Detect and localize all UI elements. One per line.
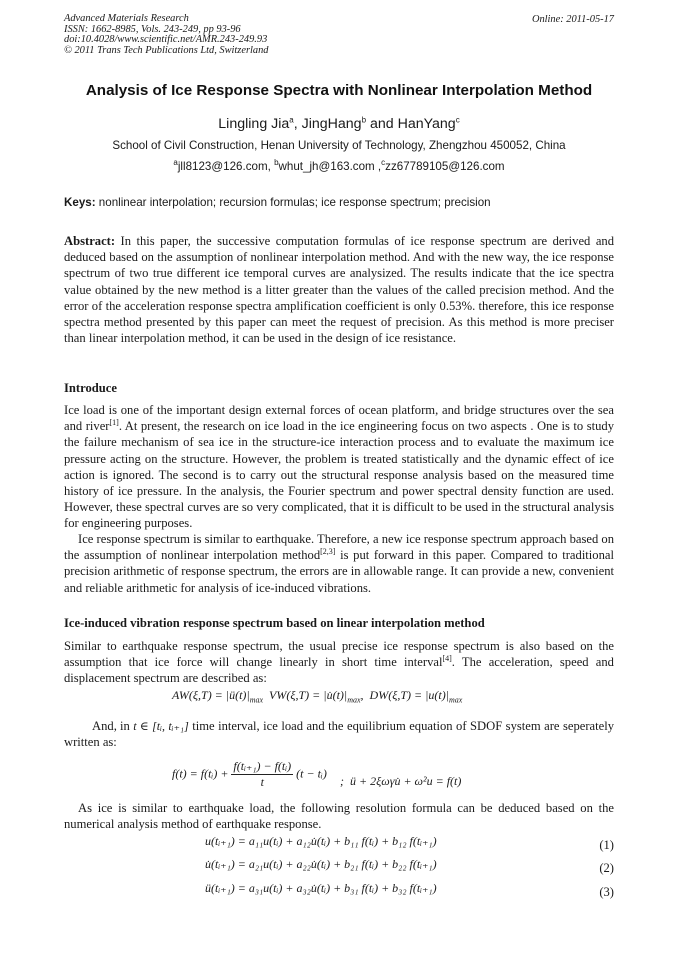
abstract [64, 233, 614, 346]
abstract-text: In this paper, the successive computation formulas of ice response spectrum are derived and deduced based on the assumption of nonlinear interpolation method. And with the new way, the ice response spectrum of two true different ice temporal curves are analysized. The results indicate that the ice spectra value obtained by the new method is a litter greater than the values of the called precision method. And the error of the acceleration response spectra amplification coefficient is only 0.53%. therefore, this ice response spectra method presented by this paper can meet the request of precision. As this method is more preciser than linear interpolation method, it can be used in the design of ice resistance. [64, 234, 614, 346]
spectrum-equations: $AW(\xi,T) = |ü(t)|_{max}$ $VW(\xi,T) = |u̇(t)|_{max}$, $DW(\xi,T) = |u(t)|_{max}$ [172, 688, 463, 705]
citation: [2,3] [320, 547, 336, 557]
affiliation: School of Civil Construction, Henan University of Technology, Zhengzhou 450052, China [112, 139, 566, 152]
section2-paragraph-3: As ice is similar to earthquake load, the following resolution formula can be deduced based on the numerical analysis method of earthquake response. [64, 801, 614, 832]
equation-3: ü(tᵢ₊₁) = a₃₁u(tᵢ) + a₃₂u̇(tᵢ) + b₃₁ f(tᵢ) + b₃₂ f(tᵢ₊₁) [205, 881, 437, 895]
section2-paragraph-1: Similar to earthquake response spectrum, the usual precise ice response spectrum is also based on the assumption that ice force will change linearly in short time interval[4]. The acceleration, speed and displacement spectrum are described as: [64, 639, 614, 686]
keywords-label: Keys: [64, 196, 96, 209]
equation-1: u(tᵢ₊₁) = a₁₁u(tᵢ) + a₁₂u̇(tᵢ) + b₁₁ f(tᵢ) + b₁₂ f(tᵢ₊₁) [205, 834, 437, 848]
equation-vw: VW(ξ,T) = |u̇(t)| [269, 688, 348, 702]
author-2: , JingHang [293, 116, 362, 132]
equation-number-1: (1) [599, 838, 614, 852]
issn-line: ISSN: 1662-8985, Vols. 243-249, pp 93-96 [64, 23, 241, 35]
citation: [1] [109, 418, 119, 428]
paper-title: Analysis of Ice Response Spectra with Nonlinear Interpolation Method [85, 82, 593, 99]
author-line: Lingling Jia$^a$, JingHang$^b$ and HanYang$^c$ [218, 115, 460, 132]
email-2: whut_jh@163.com , [278, 160, 382, 173]
section-heading-introduce: Introduce [64, 381, 117, 395]
citation: [4] [442, 654, 452, 664]
email-1: jll8123@126.com, [177, 160, 275, 173]
section2-paragraph-2: And, in t ∈ [tᵢ, tᵢ₊₁] time interval, ice load and the equilibrium equation of SDOF system are seperately written as: [64, 719, 615, 750]
email-3: zz67789105@126.com [385, 160, 505, 173]
equation-2: u̇(tᵢ₊₁) = a₂₁u(tᵢ) + a₂₂u̇(tᵢ) + b₂₁ f(tᵢ) + b₂₂ f(tᵢ₊₁) [205, 857, 437, 871]
copyright-line: © 2011 Trans Tech Publications Ltd, Switzerland [64, 44, 269, 56]
sdof-equation: ; ü + 2ξωγu̇ + ω²u = f(t) [340, 774, 462, 788]
doi-line: doi:10.4028/www.scientific.net/AMR.243-249.93 [64, 34, 268, 46]
journal-name: Advanced Materials Research [64, 13, 189, 24]
author-3: and HanYang [366, 116, 456, 132]
equation-number-2: (2) [599, 861, 614, 875]
keywords [64, 196, 491, 209]
intro-paragraph-1: Ice load is one of the important design external forces of ocean platform, and bridge structures over the sea and river[1]. At present, the research on ice load in the ice engineering focus on two aspects . One is to study the failure mechanism of sea ice in the structure-ice interaction process and to evaluate the maximum ice pressure acting on the structure. However, the problem is treated statistically and the dynamic effect of ice action is ignored. The second is to carry out the structural response analysis based on the measured time history of ice pressure. In the analysis, the Fourier spectrum and power spectral density function are used. However, these spectral curves are so very complicated, that it is difficult to be used in the structural analysis for engineering purposes. [64, 403, 614, 531]
equation-dw: DW(ξ,T) = |u(t)| [369, 688, 450, 702]
online-date: Online: 2011-05-17 [531, 14, 614, 25]
author-1: Lingling Jia [218, 116, 290, 132]
journal-header [64, 14, 268, 56]
time-interval: t ∈ [tᵢ, tᵢ₊₁] [133, 719, 189, 733]
keywords-text: nonlinear interpolation; recursion formulas; ice response spectrum; precision [95, 196, 491, 209]
email-line: $^a$jll8123@126.com, $^b$whut_jh@163.com ,$^c$zz67789105@126.com [173, 158, 505, 173]
section-heading-linear-interpolation: Ice-induced vibration response spectrum based on linear interpolation method [64, 616, 485, 630]
equation-aw: AW(ξ,T) = |ü(t)| [172, 688, 250, 702]
fraction: $\frac{\text{f(tᵢ₊₁) − f(tᵢ)}}{t}$ [233, 759, 292, 789]
intro-paragraph-2: Ice response spectrum is similar to earthquake. Therefore, a new ice response spectrum approach based on the assumption of nonlinear interpolation method[2,3] is put forward in this paper. Compared to traditional precision arithmetic of response spectrum, the errors are in allowable range. It can provide a new, convenient and reliable arithmetic for analysis of ice-induced vibrations. [64, 532, 614, 595]
ice-load-equation: f(t) = f(tᵢ) + $\frac{\text{f(tᵢ₊₁) − f(tᵢ)}}{t}$ (t − tᵢ) [172, 759, 327, 789]
equation-number-3: (3) [599, 885, 614, 899]
abstract-label: Abstract: [64, 234, 116, 248]
